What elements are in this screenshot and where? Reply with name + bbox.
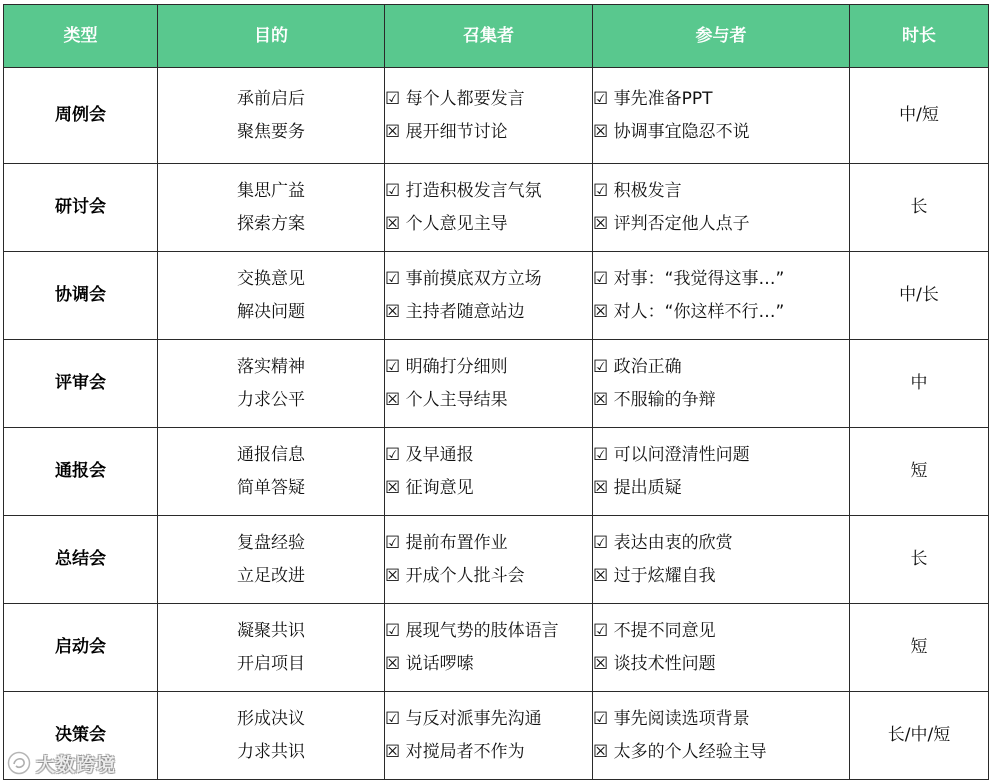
- participant-dont-item: ☒ 提出质疑: [593, 477, 682, 498]
- convener-dont-item: ☒ 对搅局者不作为: [385, 741, 525, 762]
- participant-dont-item: ☒ 评判否定他人点子: [593, 213, 750, 234]
- header-convener: 召集者: [385, 5, 593, 68]
- duration: 短: [910, 461, 928, 481]
- purpose-line: 探索方案: [237, 213, 305, 234]
- purpose-cell: [158, 604, 385, 692]
- purpose-cell: [158, 68, 385, 164]
- purpose-line: 复盘经验: [237, 532, 305, 553]
- convener-cell: [385, 164, 593, 252]
- purpose-line: 立足改进: [237, 565, 305, 586]
- duration-cell: [850, 340, 989, 428]
- table-row: [4, 68, 989, 164]
- purpose-line: 开启项目: [237, 653, 305, 674]
- duration: 长: [910, 549, 928, 569]
- convener-cell: [385, 692, 593, 780]
- meeting-type-cell: [4, 428, 158, 516]
- purpose-cell: [158, 516, 385, 604]
- purpose-line: 凝聚共识: [237, 620, 305, 641]
- convener-dont-item: ☒ 开成个人批斗会: [385, 565, 525, 586]
- purpose-cell: [158, 252, 385, 340]
- participant-cell: [593, 604, 850, 692]
- duration-cell: [850, 604, 989, 692]
- meeting-type: 评审会: [55, 373, 106, 393]
- convener-cell: [385, 68, 593, 164]
- duration: 长: [910, 197, 928, 217]
- purpose-cell: [158, 164, 385, 252]
- purpose-line: 通报信息: [237, 444, 305, 465]
- duration-cell: [850, 164, 989, 252]
- participant-cell: [593, 68, 850, 164]
- meeting-type-cell: [4, 68, 158, 164]
- participant-cell: [593, 164, 850, 252]
- duration-cell: [850, 252, 989, 340]
- purpose-cell: [158, 692, 385, 780]
- header-purpose: 目的: [158, 5, 385, 68]
- convener-cell: [385, 604, 593, 692]
- watermark-text: 大数跨境: [36, 753, 117, 776]
- duration: 短: [910, 637, 928, 657]
- participant-dont-item: ☒ 谈技术性问题: [593, 653, 716, 674]
- table-row: [4, 164, 989, 252]
- purpose-line: 承前启后: [237, 88, 305, 109]
- convener-dont-item: ☒ 个人意见主导: [385, 213, 508, 234]
- convener-cell: [385, 516, 593, 604]
- duration-cell: [850, 516, 989, 604]
- participant-do-item: ☑ 对事：“我觉得这事…”: [593, 268, 785, 289]
- participant-do-item: ☑ 事先准备PPT: [593, 88, 713, 109]
- purpose-line: 力求共识: [237, 741, 305, 762]
- convener-dont-item: ☒ 展开细节讨论: [385, 121, 508, 142]
- participant-dont-item: ☒ 太多的个人经验主导: [593, 741, 767, 762]
- header-type: 类型: [4, 5, 158, 68]
- meeting-type-cell: [4, 516, 158, 604]
- meeting-type: 通报会: [55, 461, 106, 481]
- convener-dont-item: ☒ 说话啰嗦: [385, 653, 474, 674]
- convener-do-item: ☑ 明确打分细则: [385, 356, 508, 377]
- participant-do-item: ☑ 可以问澄清性问题: [593, 444, 750, 465]
- meeting-type: 研讨会: [55, 197, 106, 217]
- convener-dont-item: ☒ 征询意见: [385, 477, 474, 498]
- convener-do-item: ☑ 展现气势的肢体语言: [385, 620, 559, 641]
- table-row: [4, 428, 989, 516]
- convener-do-item: ☑ 事前摸底双方立场: [385, 268, 542, 289]
- purpose-line: 交换意见: [237, 268, 305, 289]
- meeting-type: 协调会: [55, 285, 106, 305]
- purpose-cell: [158, 428, 385, 516]
- purpose-line: 简单答疑: [237, 477, 305, 498]
- participant-dont-item: ☒ 不服输的争辩: [593, 389, 716, 410]
- participant-dont-item: ☒ 对人：“你这样不行…”: [593, 301, 785, 322]
- participant-cell: [593, 692, 850, 780]
- purpose-line: 力求公平: [237, 389, 305, 410]
- table-row: [4, 252, 989, 340]
- duration-cell: [850, 68, 989, 164]
- convener-dont-item: ☒ 主持者随意站边: [385, 301, 525, 322]
- meeting-type: 周例会: [55, 105, 106, 125]
- convener-cell: [385, 340, 593, 428]
- header-participant: 参与者: [593, 5, 850, 68]
- header-row: [4, 5, 989, 68]
- meeting-type-cell: [4, 340, 158, 428]
- participant-cell: [593, 428, 850, 516]
- duration-cell: [850, 692, 989, 780]
- meeting-type: 启动会: [55, 637, 106, 657]
- convener-cell: [385, 252, 593, 340]
- convener-do-item: ☑ 提前布置作业: [385, 532, 508, 553]
- meeting-type-cell: [4, 604, 158, 692]
- table-row: [4, 340, 989, 428]
- participant-dont-item: ☒ 协调事宜隐忍不说: [593, 121, 750, 142]
- participant-dont-item: ☒ 过于炫耀自我: [593, 565, 716, 586]
- meeting-type: 决策会: [55, 725, 106, 745]
- duration: 长/中/短: [887, 725, 951, 745]
- participant-do-item: ☑ 不提不同意见: [593, 620, 716, 641]
- participant-do-item: ☑ 积极发言: [593, 180, 682, 201]
- participant-do-item: ☑ 事先阅读选项背景: [593, 708, 750, 729]
- participant-cell: [593, 252, 850, 340]
- header-duration: 时长: [850, 5, 989, 68]
- convener-do-item: ☑ 及早通报: [385, 444, 474, 465]
- meeting-type: 总结会: [55, 549, 106, 569]
- purpose-cell: [158, 340, 385, 428]
- meeting-type-cell: [4, 692, 158, 780]
- meeting-type-cell: [4, 252, 158, 340]
- meeting-types-table: [3, 4, 989, 780]
- participant-cell: [593, 340, 850, 428]
- purpose-line: 落实精神: [237, 356, 305, 377]
- duration: 中: [910, 373, 928, 393]
- table-row: [4, 516, 989, 604]
- duration-cell: [850, 428, 989, 516]
- participant-cell: [593, 516, 850, 604]
- convener-dont-item: ☒ 个人主导结果: [385, 389, 508, 410]
- purpose-line: 解决问题: [237, 301, 305, 322]
- meeting-type-cell: [4, 164, 158, 252]
- purpose-line: 聚焦要务: [237, 121, 305, 142]
- convener-do-item: ☑ 与反对派事先沟通: [385, 708, 542, 729]
- participant-do-item: ☑ 政治正确: [593, 356, 682, 377]
- purpose-line: 形成决议: [237, 708, 305, 729]
- table-row: [4, 692, 989, 780]
- convener-cell: [385, 428, 593, 516]
- convener-do-item: ☑ 每个人都要发言: [385, 88, 525, 109]
- table-row: [4, 604, 989, 692]
- convener-do-item: ☑ 打造积极发言气氛: [385, 180, 542, 201]
- duration: 中/长: [899, 285, 939, 305]
- participant-do-item: ☑ 表达由衷的欣赏: [593, 532, 733, 553]
- duration: 中/短: [899, 105, 939, 125]
- purpose-line: 集思广益: [237, 180, 305, 201]
